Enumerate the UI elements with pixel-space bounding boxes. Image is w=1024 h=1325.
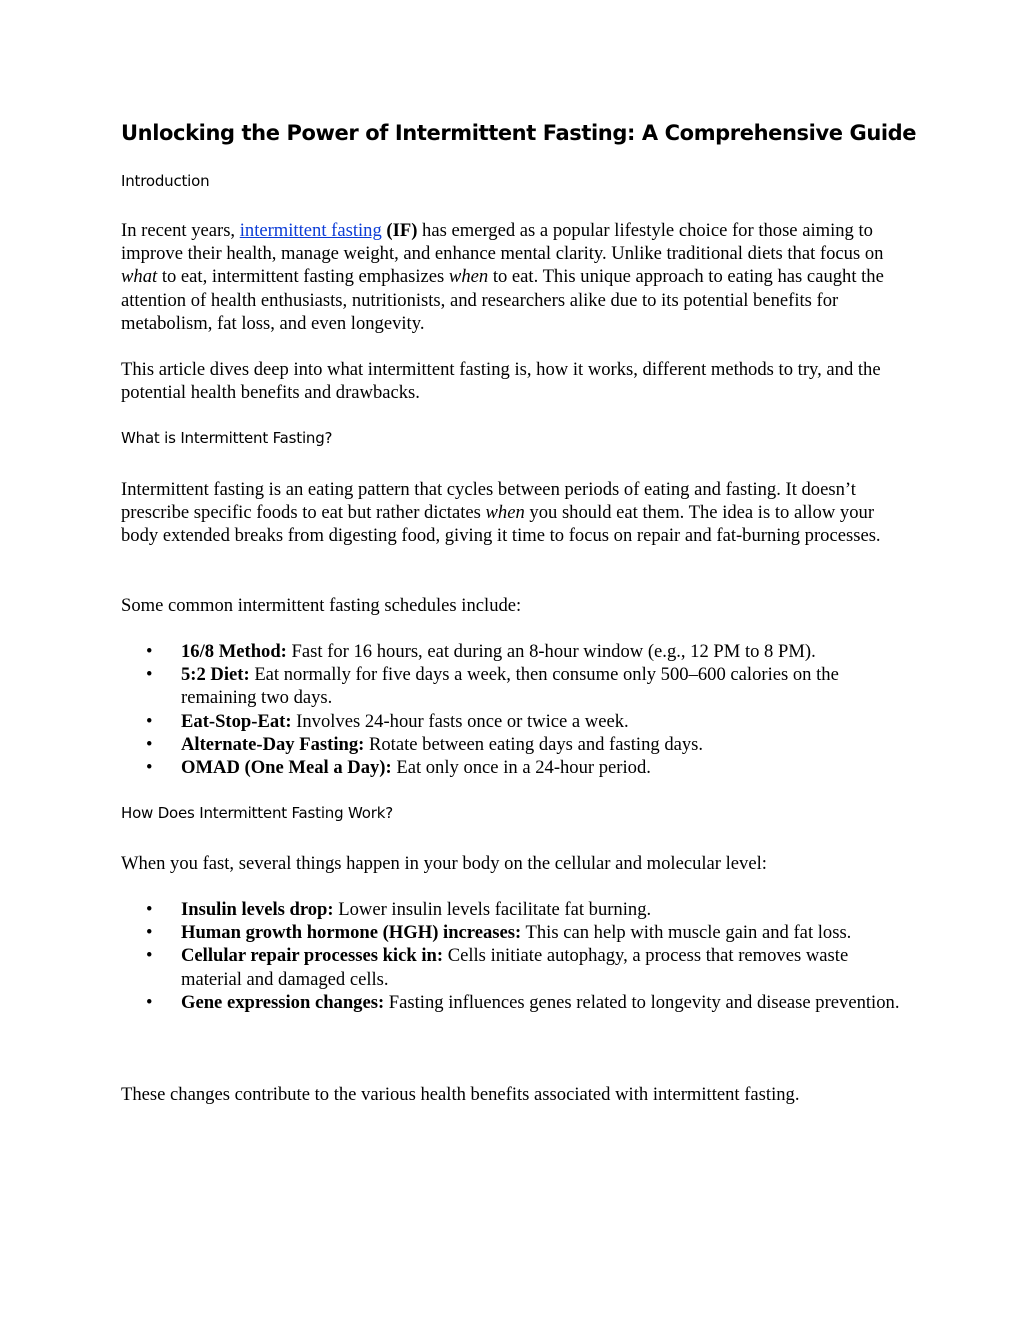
what-text-start: Intermittent fasting is an eating pattern that cycles between periods of eating and fasting. It doesn’t prescribe specific foods to eat but rather dictates	[121, 479, 856, 524]
bullet-icon: •	[146, 757, 153, 779]
emphasis-what: what	[121, 266, 158, 288]
list-item-text: Involves 24-hour fasts once or twice a week.	[291, 710, 629, 732]
fasting-effects-list	[121, 898, 911, 1014]
list-item-term: 16/8 Method:	[181, 641, 287, 662]
list-item-term: Cellular repair processes kick in:	[181, 945, 444, 967]
list-item-text: Eat only once in a 24-hour period.	[391, 757, 651, 779]
list-item-term: Eat-Stop-Eat:	[181, 710, 292, 732]
bullet-icon: •	[146, 664, 153, 686]
list-item-term: Gene expression changes:	[181, 991, 385, 1013]
list-item	[121, 921, 901, 944]
list-item-term: OMAD (One Meal a Day):	[181, 757, 392, 779]
list-item-text: Lower insulin levels facilitate fat burning.	[333, 899, 652, 920]
list-item-text: Cells initiate autophagy, a process that removes waste material and damaged cells.	[181, 945, 849, 990]
intro-text-start: In recent years,	[121, 220, 240, 241]
heading-introduction: Introduction	[121, 172, 210, 190]
list-item	[121, 756, 901, 779]
fasting-schedules-list	[121, 640, 911, 779]
intermittent-fasting-link[interactable]: intermittent fasting	[239, 220, 382, 241]
list-item	[121, 733, 901, 756]
intro-paragraph-1	[121, 219, 911, 335]
list-item-text: Fasting influences genes related to longevity and disease prevention.	[384, 991, 900, 1013]
how-paragraph-1: When you fast, several things happen in your body on the cellular and molecular level:	[121, 853, 767, 874]
heading-how-does-if-work: How Does Intermittent Fasting Work?	[121, 804, 393, 822]
bullet-icon: •	[146, 733, 153, 755]
intro-paragraph-2: This article dives deep into what intermittent fasting is, how it works, different methods to try, and the potential health benefits and drawbacks.	[121, 359, 881, 404]
how-paragraph-2: These changes contribute to the various health benefits associated with intermittent fasting.	[121, 1084, 800, 1105]
list-item	[121, 710, 901, 733]
bullet-icon: •	[146, 710, 153, 732]
heading-what-is-if: What is Intermittent Fasting?	[121, 429, 333, 447]
list-item-term: Human growth hormone (HGH) increases:	[181, 922, 522, 944]
what-paragraph-1	[121, 478, 911, 548]
bullet-icon: •	[146, 922, 153, 944]
list-item-text: Eat normally for five days a week, then consume only 500–600 calories on the remaining two days.	[181, 664, 839, 709]
list-item	[121, 640, 901, 663]
intro-text-mid2: to eat, intermittent fasting emphasizes	[157, 266, 449, 288]
bullet-icon: •	[146, 991, 153, 1013]
bullet-icon: •	[146, 899, 153, 920]
list-item	[121, 898, 901, 921]
list-item-text: Fast for 16 hours, eat during an 8-hour window (e.g., 12 PM to 8 PM).	[286, 641, 816, 662]
list-item-term: 5:2 Diet:	[181, 664, 250, 686]
list-item	[121, 944, 901, 990]
intro-text-mid: has emerged as a popular lifestyle choice for those aiming to improve their health, manage weight, and enhance mental clarity. Unlike traditional diets that focus on	[121, 220, 884, 265]
page-title: Unlocking the Power of Intermittent Fasting: A Comprehensive Guide	[121, 121, 917, 145]
what-paragraph-2: Some common intermittent fasting schedules include:	[121, 595, 522, 616]
list-item-text: Rotate between eating days and fasting days.	[364, 733, 704, 755]
what-text-end: you should eat them. The idea is to allow your body extended breaks from digesting food, giving it time to focus on repair and fat-burning processes.	[121, 502, 881, 547]
if-abbreviation: (IF)	[386, 220, 418, 241]
list-item	[121, 991, 901, 1014]
emphasis-when: when	[448, 266, 489, 288]
emphasis-when-2: when	[485, 502, 525, 524]
list-item-term: Alternate-Day Fasting:	[181, 733, 365, 755]
bullet-icon: •	[146, 641, 153, 662]
list-item-term: Insulin levels drop:	[181, 899, 334, 920]
intro-text-end: to eat. This unique approach to eating has caught the attention of health enthusiasts, nutritionists, and researchers alike due to its potential benefits for metabolism, fat loss, and even longevity.	[121, 266, 884, 334]
list-item	[121, 663, 901, 709]
bullet-icon: •	[146, 945, 153, 967]
list-item-text: This can help with muscle gain and fat loss.	[521, 922, 852, 944]
